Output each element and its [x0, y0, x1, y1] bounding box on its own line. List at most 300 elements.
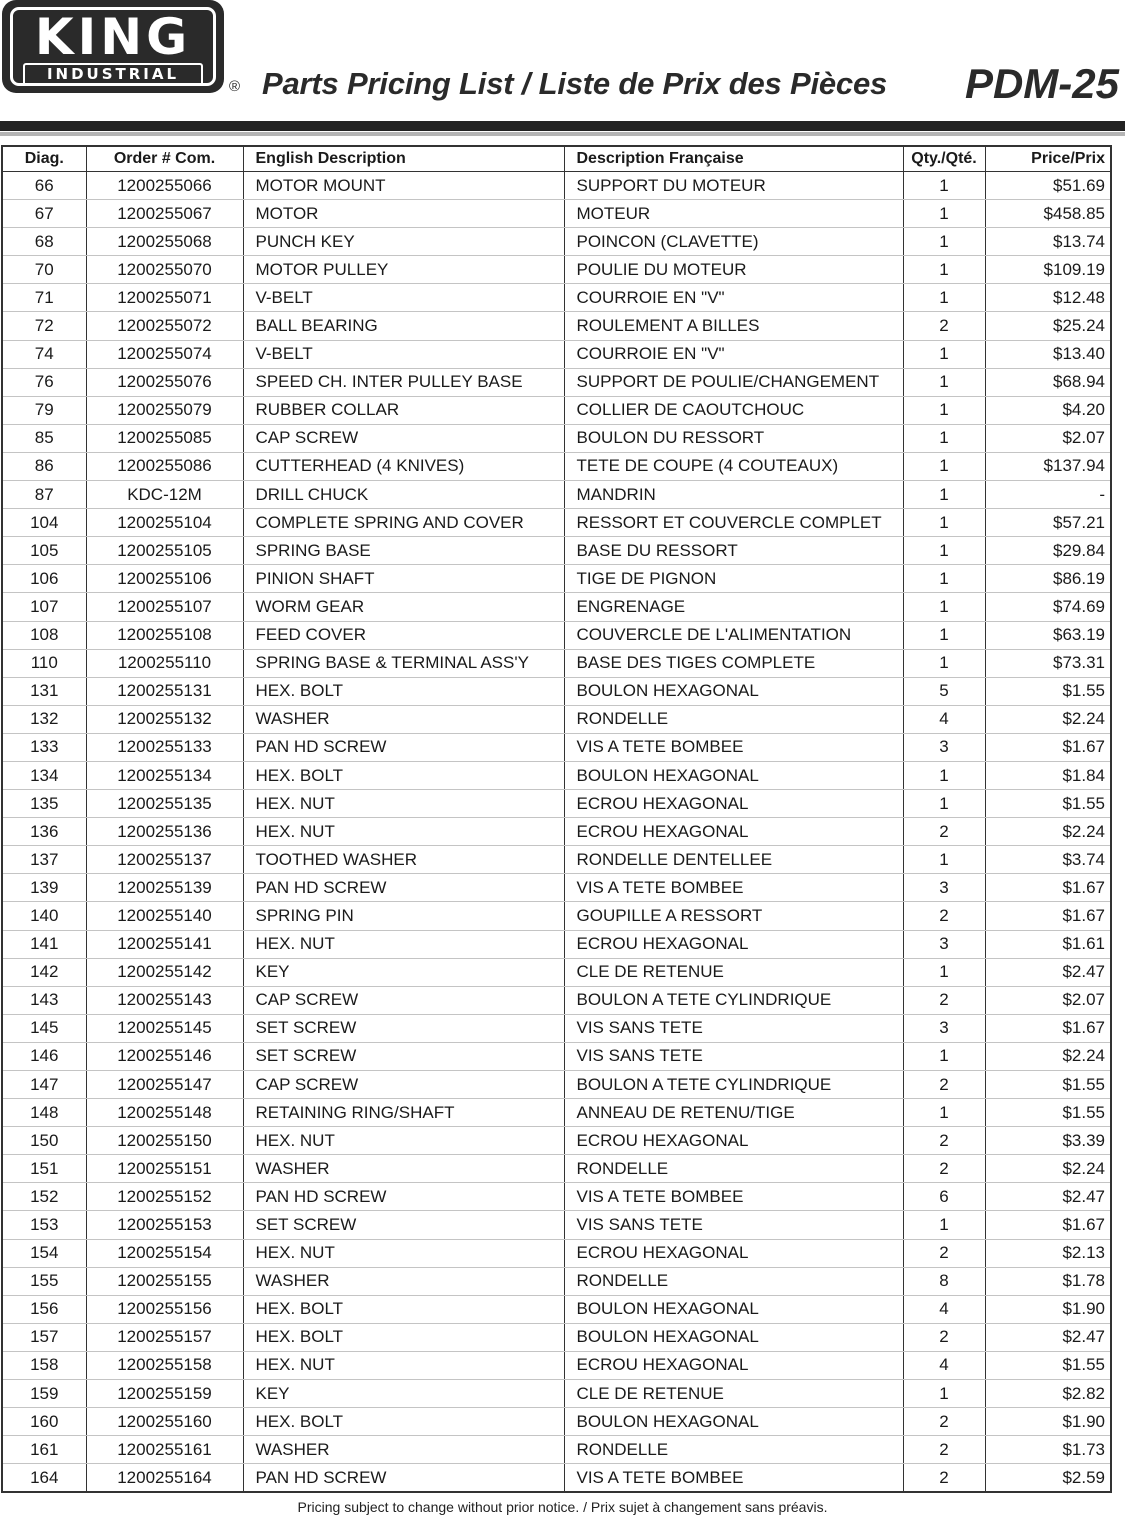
english-description-cell: RUBBER COLLAR	[243, 396, 564, 424]
order-number-cell: 1200255145	[86, 1014, 243, 1042]
table-row	[2, 677, 1111, 705]
price-cell: $29.84	[985, 537, 1111, 565]
french-description-cell: COURROIE EN "V"	[564, 340, 903, 368]
diag-cell: 153	[2, 1211, 86, 1239]
french-description-cell: POINCON (CLAVETTE)	[564, 228, 903, 256]
price-cell: $2.07	[985, 986, 1111, 1014]
diag-cell: 72	[2, 312, 86, 340]
french-description-cell: BOULON HEXAGONAL	[564, 1295, 903, 1323]
diag-cell: 160	[2, 1408, 86, 1436]
french-description-cell: VIS SANS TETE	[564, 1014, 903, 1042]
quantity-cell: 1	[903, 256, 985, 284]
order-number-cell: 1200255070	[86, 256, 243, 284]
order-number-cell: 1200255134	[86, 761, 243, 789]
price-cell: $2.47	[985, 958, 1111, 986]
table-row	[2, 1155, 1111, 1183]
table-row	[2, 256, 1111, 284]
price-cell: -	[985, 481, 1111, 509]
order-number-cell: 1200255146	[86, 1042, 243, 1070]
english-description-cell: RETAINING RING/SHAFT	[243, 1099, 564, 1127]
french-description-cell: RONDELLE DENTELLEE	[564, 846, 903, 874]
parts-table	[1, 145, 1112, 1493]
french-description-cell: VIS SANS TETE	[564, 1042, 903, 1070]
diag-cell: 156	[2, 1295, 86, 1323]
french-description-cell: ECROU HEXAGONAL	[564, 1351, 903, 1379]
french-description-cell: RONDELLE	[564, 1155, 903, 1183]
table-row	[2, 1211, 1111, 1239]
price-cell: $1.67	[985, 1014, 1111, 1042]
french-description-cell: BASE DES TIGES COMPLETE	[564, 649, 903, 677]
table-row	[2, 846, 1111, 874]
price-cell: $2.59	[985, 1464, 1111, 1493]
column-header-french-description: Description Française	[564, 146, 903, 172]
diag-cell: 164	[2, 1464, 86, 1493]
price-cell: $2.13	[985, 1239, 1111, 1267]
price-cell: $3.74	[985, 846, 1111, 874]
diag-cell: 137	[2, 846, 86, 874]
quantity-cell: 1	[903, 424, 985, 452]
table-row	[2, 481, 1111, 509]
diag-cell: 146	[2, 1042, 86, 1070]
price-cell: $1.67	[985, 1211, 1111, 1239]
column-header-order-number: Order # Com.	[86, 146, 243, 172]
price-cell: $13.74	[985, 228, 1111, 256]
english-description-cell: WASHER	[243, 1155, 564, 1183]
english-description-cell: HEX. NUT	[243, 818, 564, 846]
diag-cell: 74	[2, 340, 86, 368]
diag-cell: 133	[2, 733, 86, 761]
table-row	[2, 818, 1111, 846]
quantity-cell: 1	[903, 284, 985, 312]
french-description-cell: VIS A TETE BOMBEE	[564, 1183, 903, 1211]
quantity-cell: 1	[903, 958, 985, 986]
diag-cell: 152	[2, 1183, 86, 1211]
quantity-cell: 1	[903, 1380, 985, 1408]
order-number-cell: 1200255131	[86, 677, 243, 705]
english-description-cell: KEY	[243, 1380, 564, 1408]
table-row	[2, 621, 1111, 649]
english-description-cell: HEX. BOLT	[243, 761, 564, 789]
quantity-cell: 4	[903, 1351, 985, 1379]
table-row	[2, 340, 1111, 368]
french-description-cell: VIS A TETE BOMBEE	[564, 874, 903, 902]
price-cell: $68.94	[985, 368, 1111, 396]
price-cell: $2.24	[985, 1042, 1111, 1070]
diag-cell: 110	[2, 649, 86, 677]
header-divider	[0, 121, 1125, 131]
price-cell: $12.48	[985, 284, 1111, 312]
french-description-cell: COURROIE EN "V"	[564, 284, 903, 312]
french-description-cell: VIS A TETE BOMBEE	[564, 1464, 903, 1493]
english-description-cell: WASHER	[243, 1267, 564, 1295]
order-number-cell: 1200255142	[86, 958, 243, 986]
table-row	[2, 1351, 1111, 1379]
quantity-cell: 1	[903, 340, 985, 368]
english-description-cell: CAP SCREW	[243, 986, 564, 1014]
diag-cell: 76	[2, 368, 86, 396]
english-description-cell: WORM GEAR	[243, 593, 564, 621]
order-number-cell: 1200255140	[86, 902, 243, 930]
price-cell: $1.55	[985, 1099, 1111, 1127]
order-number-cell: 1200255085	[86, 424, 243, 452]
english-description-cell: TOOTHED WASHER	[243, 846, 564, 874]
quantity-cell: 2	[903, 902, 985, 930]
table-row	[2, 1099, 1111, 1127]
parts-table-body	[2, 172, 1111, 1493]
table-row	[2, 200, 1111, 228]
french-description-cell: RONDELLE	[564, 705, 903, 733]
price-cell: $86.19	[985, 565, 1111, 593]
order-number-cell: 1200255135	[86, 790, 243, 818]
order-number-cell: 1200255104	[86, 509, 243, 537]
diag-cell: 154	[2, 1239, 86, 1267]
order-number-cell: KDC-12M	[86, 481, 243, 509]
logo-frame	[10, 7, 216, 86]
french-description-cell: SUPPORT DE POULIE/CHANGEMENT	[564, 368, 903, 396]
diag-cell: 140	[2, 902, 86, 930]
quantity-cell: 3	[903, 733, 985, 761]
quantity-cell: 1	[903, 172, 985, 200]
quantity-cell: 3	[903, 930, 985, 958]
english-description-cell: COMPLETE SPRING AND COVER	[243, 509, 564, 537]
table-row	[2, 1127, 1111, 1155]
table-row	[2, 733, 1111, 761]
french-description-cell: COLLIER DE CAOUTCHOUC	[564, 396, 903, 424]
diag-cell: 104	[2, 509, 86, 537]
quantity-cell: 2	[903, 1155, 985, 1183]
quantity-cell: 1	[903, 537, 985, 565]
price-cell: $4.20	[985, 396, 1111, 424]
column-header-price: Price/Prix	[985, 146, 1111, 172]
french-description-cell: ECROU HEXAGONAL	[564, 1127, 903, 1155]
table-row	[2, 424, 1111, 452]
order-number-cell: 1200255160	[86, 1408, 243, 1436]
diag-cell: 86	[2, 452, 86, 480]
table-row	[2, 1071, 1111, 1099]
diag-cell: 155	[2, 1267, 86, 1295]
french-description-cell: ENGRENAGE	[564, 593, 903, 621]
table-row	[2, 172, 1111, 200]
french-description-cell: BOULON HEXAGONAL	[564, 761, 903, 789]
table-row	[2, 902, 1111, 930]
pricing-disclaimer: Pricing subject to change without prior notice. / Prix sujet à changement sans préavis.	[297, 1499, 828, 1515]
quantity-cell: 2	[903, 986, 985, 1014]
french-description-cell: ROULEMENT A BILLES	[564, 312, 903, 340]
diag-cell: 147	[2, 1071, 86, 1099]
english-description-cell: CAP SCREW	[243, 1071, 564, 1099]
column-header-english-description: English Description	[243, 146, 564, 172]
french-description-cell: ECROU HEXAGONAL	[564, 818, 903, 846]
english-description-cell: FEED COVER	[243, 621, 564, 649]
price-cell: $458.85	[985, 200, 1111, 228]
french-description-cell: RONDELLE	[564, 1267, 903, 1295]
french-description-cell: CLE DE RETENUE	[564, 958, 903, 986]
diag-cell: 151	[2, 1155, 86, 1183]
diag-cell: 107	[2, 593, 86, 621]
english-description-cell: SET SCREW	[243, 1211, 564, 1239]
english-description-cell: HEX. BOLT	[243, 677, 564, 705]
diag-cell: 159	[2, 1380, 86, 1408]
french-description-cell: ECROU HEXAGONAL	[564, 1239, 903, 1267]
order-number-cell: 1200255137	[86, 846, 243, 874]
french-description-cell: VIS SANS TETE	[564, 1211, 903, 1239]
order-number-cell: 1200255074	[86, 340, 243, 368]
quantity-cell: 1	[903, 649, 985, 677]
quantity-cell: 1	[903, 509, 985, 537]
english-description-cell: WASHER	[243, 705, 564, 733]
order-number-cell: 1200255155	[86, 1267, 243, 1295]
quantity-cell: 1	[903, 790, 985, 818]
diag-cell: 150	[2, 1127, 86, 1155]
price-cell: $3.39	[985, 1127, 1111, 1155]
english-description-cell: PAN HD SCREW	[243, 1183, 564, 1211]
diag-cell: 134	[2, 761, 86, 789]
quantity-cell: 1	[903, 565, 985, 593]
price-cell: $2.47	[985, 1323, 1111, 1351]
quantity-cell: 1	[903, 1211, 985, 1239]
price-cell: $137.94	[985, 452, 1111, 480]
order-number-cell: 1200255157	[86, 1323, 243, 1351]
english-description-cell: MOTOR	[243, 200, 564, 228]
diag-cell: 79	[2, 396, 86, 424]
table-row	[2, 593, 1111, 621]
english-description-cell: HEX. NUT	[243, 1127, 564, 1155]
price-cell: $73.31	[985, 649, 1111, 677]
order-number-cell: 1200255071	[86, 284, 243, 312]
price-cell: $1.78	[985, 1267, 1111, 1295]
english-description-cell: HEX. BOLT	[243, 1295, 564, 1323]
registered-mark: ®	[229, 78, 241, 95]
english-description-cell: BALL BEARING	[243, 312, 564, 340]
table-row	[2, 930, 1111, 958]
logo-wordmark: KING	[34, 8, 192, 66]
quantity-cell: 2	[903, 312, 985, 340]
english-description-cell: PINION SHAFT	[243, 565, 564, 593]
diag-cell: 71	[2, 284, 86, 312]
order-number-cell: 1200255105	[86, 537, 243, 565]
english-description-cell: HEX. NUT	[243, 790, 564, 818]
diag-cell: 131	[2, 677, 86, 705]
order-number-cell: 1200255161	[86, 1436, 243, 1464]
diag-cell: 66	[2, 172, 86, 200]
english-description-cell: PAN HD SCREW	[243, 874, 564, 902]
english-description-cell: HEX. NUT	[243, 1239, 564, 1267]
table-row	[2, 1183, 1111, 1211]
diag-cell: 132	[2, 705, 86, 733]
diag-cell: 85	[2, 424, 86, 452]
quantity-cell: 1	[903, 621, 985, 649]
price-cell: $1.73	[985, 1436, 1111, 1464]
table-row	[2, 284, 1111, 312]
french-description-cell: BOULON HEXAGONAL	[564, 1408, 903, 1436]
table-row	[2, 537, 1111, 565]
french-description-cell: ECROU HEXAGONAL	[564, 790, 903, 818]
column-header-diag: Diag.	[2, 146, 86, 172]
order-number-cell: 1200255072	[86, 312, 243, 340]
diag-cell: 68	[2, 228, 86, 256]
french-description-cell: RESSORT ET COUVERCLE COMPLET	[564, 509, 903, 537]
quantity-cell: 1	[903, 228, 985, 256]
french-description-cell: CLE DE RETENUE	[564, 1380, 903, 1408]
order-number-cell: 1200255159	[86, 1380, 243, 1408]
page-title: Parts Pricing List / Liste de Prix des Pièces	[262, 66, 888, 101]
price-cell: $1.90	[985, 1408, 1111, 1436]
diag-cell: 136	[2, 818, 86, 846]
table-row	[2, 452, 1111, 480]
price-cell: $2.82	[985, 1380, 1111, 1408]
table-row	[2, 1380, 1111, 1408]
english-description-cell: HEX. NUT	[243, 930, 564, 958]
french-description-cell: VIS A TETE BOMBEE	[564, 733, 903, 761]
order-number-cell: 1200255156	[86, 1295, 243, 1323]
table-header-row	[2, 146, 1111, 172]
french-description-cell: TETE DE COUPE (4 COUTEAUX)	[564, 452, 903, 480]
english-description-cell: V-BELT	[243, 340, 564, 368]
order-number-cell: 1200255132	[86, 705, 243, 733]
diag-cell: 135	[2, 790, 86, 818]
order-number-cell: 1200255067	[86, 200, 243, 228]
english-description-cell: HEX. NUT	[243, 1351, 564, 1379]
english-description-cell: MOTOR MOUNT	[243, 172, 564, 200]
quantity-cell: 1	[903, 396, 985, 424]
diag-cell: 141	[2, 930, 86, 958]
diag-cell: 108	[2, 621, 86, 649]
quantity-cell: 8	[903, 1267, 985, 1295]
order-number-cell: 1200255151	[86, 1155, 243, 1183]
english-description-cell: WASHER	[243, 1436, 564, 1464]
price-cell: $63.19	[985, 621, 1111, 649]
diag-cell: 139	[2, 874, 86, 902]
order-number-cell: 1200255147	[86, 1071, 243, 1099]
diag-cell: 142	[2, 958, 86, 986]
table-row	[2, 790, 1111, 818]
price-cell: $1.90	[985, 1295, 1111, 1323]
order-number-cell: 1200255106	[86, 565, 243, 593]
quantity-cell: 2	[903, 1071, 985, 1099]
price-cell: $1.67	[985, 874, 1111, 902]
king-industrial-logo	[2, 0, 224, 93]
price-cell: $1.67	[985, 902, 1111, 930]
quantity-cell: 2	[903, 818, 985, 846]
english-description-cell: HEX. BOLT	[243, 1323, 564, 1351]
order-number-cell: 1200255133	[86, 733, 243, 761]
order-number-cell: 1200255143	[86, 986, 243, 1014]
table-row	[2, 396, 1111, 424]
table-row	[2, 649, 1111, 677]
diag-cell: 106	[2, 565, 86, 593]
quantity-cell: 2	[903, 1323, 985, 1351]
french-description-cell: BASE DU RESSORT	[564, 537, 903, 565]
order-number-cell: 1200255164	[86, 1464, 243, 1493]
order-number-cell: 1200255152	[86, 1183, 243, 1211]
order-number-cell: 1200255076	[86, 368, 243, 396]
french-description-cell: BOULON A TETE CYLINDRIQUE	[564, 986, 903, 1014]
table-row	[2, 1042, 1111, 1070]
price-cell: $2.24	[985, 705, 1111, 733]
english-description-cell: SPRING BASE	[243, 537, 564, 565]
table-row	[2, 1323, 1111, 1351]
table-row	[2, 312, 1111, 340]
table-row	[2, 1014, 1111, 1042]
price-cell: $109.19	[985, 256, 1111, 284]
order-number-cell: 1200255079	[86, 396, 243, 424]
french-description-cell: BOULON DU RESSORT	[564, 424, 903, 452]
price-cell: $1.55	[985, 1071, 1111, 1099]
diag-cell: 158	[2, 1351, 86, 1379]
french-description-cell: BOULON A TETE CYLINDRIQUE	[564, 1071, 903, 1099]
model-number: PDM-25	[964, 60, 1119, 107]
quantity-cell: 1	[903, 846, 985, 874]
french-description-cell: TIGE DE PIGNON	[564, 565, 903, 593]
order-number-cell: 1200255110	[86, 649, 243, 677]
english-description-cell: PUNCH KEY	[243, 228, 564, 256]
table-row	[2, 1408, 1111, 1436]
french-description-cell: SUPPORT DU MOTEUR	[564, 172, 903, 200]
english-description-cell: SPEED CH. INTER PULLEY BASE	[243, 368, 564, 396]
table-row	[2, 761, 1111, 789]
order-number-cell: 1200255136	[86, 818, 243, 846]
french-description-cell: BOULON HEXAGONAL	[564, 677, 903, 705]
english-description-cell: CAP SCREW	[243, 424, 564, 452]
diag-cell: 143	[2, 986, 86, 1014]
quantity-cell: 1	[903, 200, 985, 228]
french-description-cell: COUVERCLE DE L'ALIMENTATION	[564, 621, 903, 649]
quantity-cell: 3	[903, 874, 985, 902]
price-cell: $13.40	[985, 340, 1111, 368]
diag-cell: 87	[2, 481, 86, 509]
english-description-cell: PAN HD SCREW	[243, 733, 564, 761]
order-number-cell: 1200255158	[86, 1351, 243, 1379]
price-cell: $25.24	[985, 312, 1111, 340]
quantity-cell: 1	[903, 481, 985, 509]
table-row	[2, 1436, 1111, 1464]
order-number-cell: 1200255086	[86, 452, 243, 480]
english-description-cell: PAN HD SCREW	[243, 1464, 564, 1493]
diag-cell: 145	[2, 1014, 86, 1042]
price-cell: $1.61	[985, 930, 1111, 958]
quantity-cell: 1	[903, 452, 985, 480]
quantity-cell: 2	[903, 1436, 985, 1464]
order-number-cell: 1200255150	[86, 1127, 243, 1155]
quantity-cell: 1	[903, 593, 985, 621]
quantity-cell: 4	[903, 705, 985, 733]
order-number-cell: 1200255154	[86, 1239, 243, 1267]
table-row	[2, 986, 1111, 1014]
price-cell: $2.24	[985, 818, 1111, 846]
table-row	[2, 509, 1111, 537]
french-description-cell: ANNEAU DE RETENU/TIGE	[564, 1099, 903, 1127]
english-description-cell: SPRING BASE & TERMINAL ASS'Y	[243, 649, 564, 677]
quantity-cell: 2	[903, 1408, 985, 1436]
price-cell: $1.67	[985, 733, 1111, 761]
quantity-cell: 4	[903, 1295, 985, 1323]
order-number-cell: 1200255107	[86, 593, 243, 621]
quantity-cell: 2	[903, 1464, 985, 1493]
price-cell: $1.55	[985, 677, 1111, 705]
price-cell: $74.69	[985, 593, 1111, 621]
quantity-cell: 2	[903, 1239, 985, 1267]
french-description-cell: MANDRIN	[564, 481, 903, 509]
table-row	[2, 958, 1111, 986]
order-number-cell: 1200255108	[86, 621, 243, 649]
order-number-cell: 1200255066	[86, 172, 243, 200]
table-row	[2, 1239, 1111, 1267]
table-row	[2, 565, 1111, 593]
diag-cell: 105	[2, 537, 86, 565]
price-cell: $2.47	[985, 1183, 1111, 1211]
quantity-cell: 6	[903, 1183, 985, 1211]
quantity-cell: 2	[903, 1127, 985, 1155]
